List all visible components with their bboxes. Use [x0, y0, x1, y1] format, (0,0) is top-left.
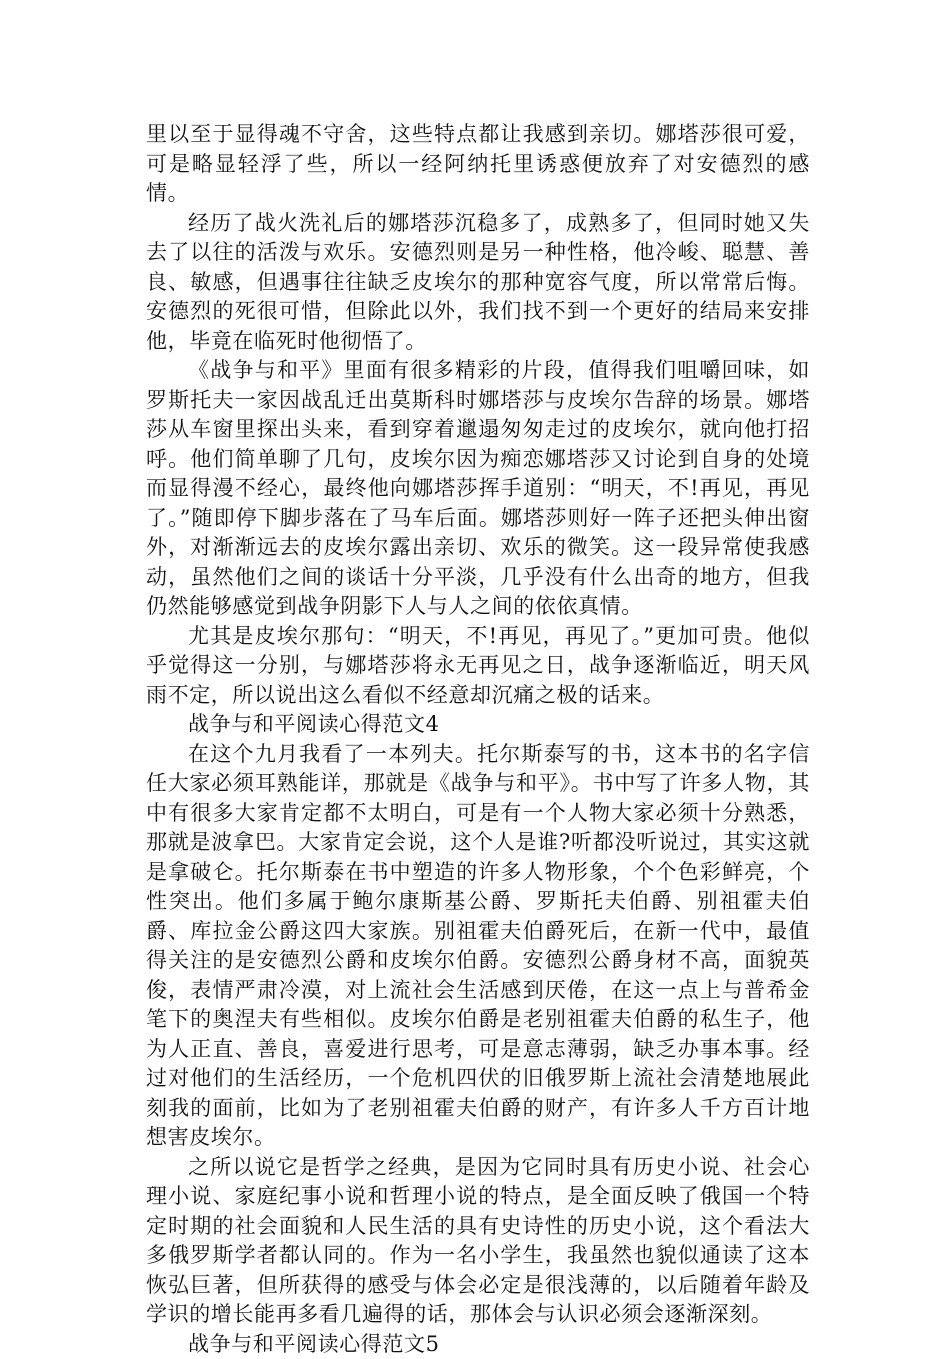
paragraph-natasha-andrei: 经历了战火洗礼后的娜塔莎沉稳多了，成熟多了，但同时她又失去了以往的活泼与欢乐。安德烈则是另一种性格，他冷峻、聪慧、善良、敏感，但遇事往往缺乏皮埃尔的那种宽容气度，所以常常后悔。安德烈的死很可惜，但除此以外，我们找不到一个更好的结局来安排他，毕竟在临死时他彻悟了。	[146, 209, 810, 357]
paragraph-essay4-classic: 之所以说它是哲学之经典，是因为它同时具有历史小说、社会心理小说、家庭纪事小说和哲理小说的特点，是全面反映了俄国一个特定时期的社会面貌和人民生活的具有史诗性的历史小说，这个看法大多俄罗斯学者都认同的。作为一名小学生，我虽然也貌似通读了这本恢弘巨著，但所获得的感受与体会必定是很浅薄的，以后随着年龄及学识的增长能再多看几遍得的话，那体会与认识必须会逐渐深刻。	[146, 1153, 810, 1330]
paragraph-continuation: 里以至于显得魂不守舍，这些特点都让我感到亲切。娜塔莎很可爱，可是略显轻浮了些，所以一经阿纳托里诱惑便放弃了对安德烈的感情。	[146, 120, 810, 209]
paragraph-essay4-characters: 在这个九月我看了一本列夫。托尔斯泰写的书，这本书的名字信任大家必须耳熟能详，那就是《战争与和平》。书中写了许多人物，其中有很多大家肯定都不太明白，可是有一个人物大家必须十分熟悉，那就是波拿巴。大家肯定会说，这个人是谁?听都没听说过，其实这就是拿破仑。托尔斯泰在书中塑造的许多人物形象，个个色彩鲜亮，个性突出。他们多属于鲍尔康斯基公爵、罗斯托夫伯爵、别祖霍夫伯爵、库拉金公爵这四大家族。别祖霍夫伯爵死后，在新一代中，最值得关注的是安德烈公爵和皮埃尔伯爵。安德烈公爵身材不高，面貌英俊，表情严肃冷漠，对上流社会生活感到厌倦，在这一点上与普希金笔下的奥涅夫有些相似。皮埃尔伯爵是老别祖霍夫伯爵的私生子，他为人正直、善良，喜爱进行思考，可是意志薄弱，缺乏办事本事。经过对他们的生活经历，一个危机四伏的旧俄罗斯上流社会清楚地展此刻我的面前，比如为了老别祖霍夫伯爵的财产，有许多人千方百计地想害皮埃尔。	[146, 740, 810, 1153]
paragraph-pierre-quote: 尤其是皮埃尔那句：“明天，不!再见，再见了。”更加可贵。他似乎觉得这一分别，与娜塔莎将永无再见之日，战争逐渐临近，明天风雨不定，所以说出这么看似不经意却沉痛之极的话来。	[146, 622, 810, 711]
document-page	[146, 120, 810, 1359]
section-heading-4: 战争与和平阅读心得范文4	[146, 710, 810, 740]
section-heading-5: 战争与和平阅读心得范文5	[146, 1330, 810, 1359]
paragraph-farewell-scene: 《战争与和平》里面有很多精彩的片段，值得我们咀嚼回味，如罗斯托夫一家因战乱迁出莫斯科时娜塔莎与皮埃尔告辞的场景。娜塔莎从车窗里探出头来，看到穿着邋遢匆匆走过的皮埃尔，就向他打招呼。他们简单聊了几句，皮埃尔因为痴恋娜塔莎又讨论到自身的处境而显得漫不经心，最终他向娜塔莎挥手道别：“明天，不!再见，再见了。”随即停下脚步落在了马车后面。娜塔莎则好一阵子还把头伸出窗外，对渐渐远去的皮埃尔露出亲切、欢乐的微笑。这一段异常使我感动，虽然他们之间的谈话十分平淡，几乎没有什么出奇的地方，但我仍然能够感觉到战争阴影下人与人之间的依依真情。	[146, 356, 810, 622]
